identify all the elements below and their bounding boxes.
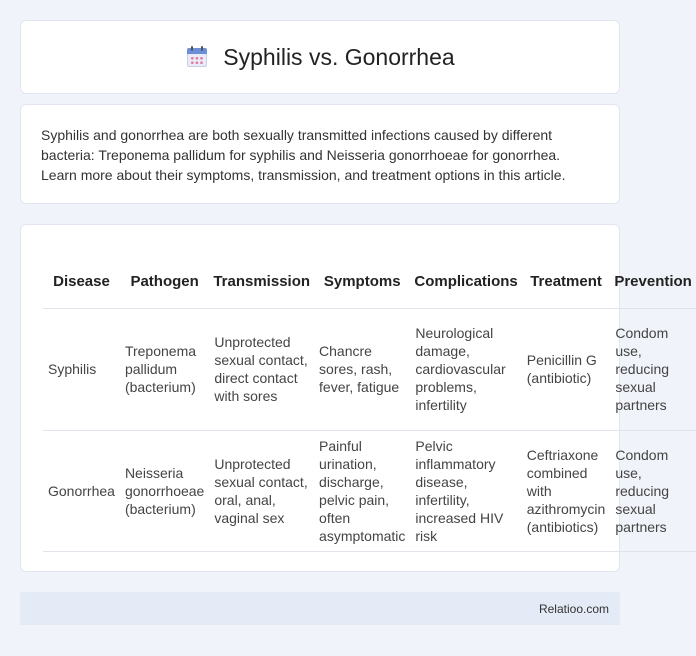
footer xyxy=(20,592,620,625)
cell-transmission: Unprotected sexual contact, direct contact with sores xyxy=(209,308,314,430)
cell-pathogen: Treponema pallidum (bacterium) xyxy=(120,308,209,430)
header-disease: Disease xyxy=(53,272,110,290)
footer-brand[interactable]: Relatioo.com xyxy=(538,601,609,616)
header-symptoms: Symptoms xyxy=(323,272,401,290)
header-complications: Complications xyxy=(414,272,518,290)
cell-transmission: Unprotected sexual contact, oral, anal, vaginal sex xyxy=(209,430,314,551)
header-transmission: Transmission xyxy=(213,272,311,290)
table-row xyxy=(43,430,696,551)
cell-disease: Syphilis xyxy=(43,308,120,430)
cell-complications: Neurological damage, cardiovascular problems, infertility xyxy=(410,308,521,430)
cell-symptoms: Chancre sores, rash, fever, fatigue xyxy=(314,308,410,430)
cell-treatment: Ceftriaxone combined with azithromycin (antibiotics) xyxy=(522,430,611,551)
header-pathogen: Pathogen xyxy=(130,272,199,290)
intro-card xyxy=(20,104,620,204)
table-header-row xyxy=(43,255,696,308)
cell-disease: Gonorrhea xyxy=(43,430,120,551)
calendar-icon xyxy=(185,45,209,69)
cell-symptoms: Painful urination, discharge, pelvic pain, often asymptomatic xyxy=(314,430,410,551)
cell-prevention: Condom use, reducing sexual partners xyxy=(610,308,696,430)
comparison-table xyxy=(43,255,696,552)
header-prevention: Prevention xyxy=(614,272,692,290)
header-treatment: Treatment xyxy=(530,272,602,290)
cell-complications: Pelvic inflammatory disease, infertility, increased HIV risk xyxy=(410,430,521,551)
title-wrap xyxy=(185,44,454,71)
cell-pathogen: Neisseria gonorrhoeae (bacterium) xyxy=(120,430,209,551)
cell-prevention: Condom use, reducing sexual partners xyxy=(610,430,696,551)
title-card xyxy=(20,20,620,94)
intro-text: Syphilis and gonorrhea are both sexually transmitted infections caused by different bacteria: Treponema pallidum for syphilis and Neisseria gonorrhoeae for gonorrhea. Learn more about their symptoms, transmission, and treatment options in this article. xyxy=(41,127,566,183)
table-row xyxy=(43,308,696,430)
comparison-table-card xyxy=(20,224,692,572)
page-title: Syphilis vs. Gonorrhea xyxy=(223,43,455,70)
cell-treatment: Penicillin G (antibiotic) xyxy=(522,308,611,430)
